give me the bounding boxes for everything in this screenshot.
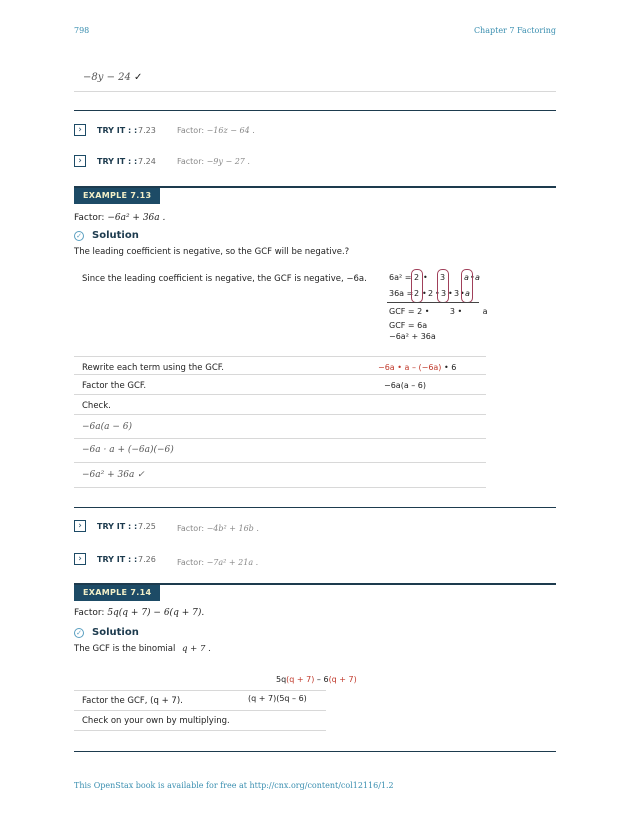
r2-term: •	[435, 289, 440, 298]
footer-text: This OpenStax book is available for free at http://cnx.org/content/col12116/1.2	[74, 781, 394, 790]
problem-expr: 5q(q + 7) − 6(q + 7).	[107, 608, 205, 618]
try-it-prefix: Factor:	[177, 157, 205, 166]
r1-term: 3	[440, 273, 446, 282]
solution-intro: The leading coefficient is negative, so the GCF will be negative.?	[74, 247, 350, 257]
r2-term: 3	[454, 289, 460, 298]
step-expr: (q + 7)(5q – 6)	[248, 694, 307, 703]
expr-part: – 6	[314, 675, 329, 684]
step-text: Rewrite each term using the GCF.	[82, 363, 224, 373]
try-it-label: TRY IT : :	[97, 555, 138, 564]
table-line	[74, 487, 486, 488]
given-expression	[276, 675, 357, 684]
chapter-title: Chapter 7 Factoring	[473, 26, 556, 35]
divider	[74, 751, 556, 752]
step-expr	[378, 363, 456, 372]
step-expr: −6a(a – 6)	[384, 381, 427, 390]
try-it-problem	[177, 157, 250, 166]
example-problem	[74, 608, 204, 618]
r2-term: •	[448, 289, 453, 298]
r2-term: a	[465, 289, 470, 298]
check-line: −6a(a − 6)	[82, 422, 133, 432]
check-line: −6a · a + (−6a)(−6)	[82, 445, 174, 455]
r2-term: 2	[428, 289, 434, 298]
table-line	[74, 438, 486, 439]
step-text: Factor the GCF, (q + 7).	[82, 696, 183, 706]
try-it-prefix: Factor:	[177, 558, 205, 567]
checkmark-icon: ✓	[134, 72, 143, 83]
gcf-row: GCF = 2 • 3 • a	[389, 307, 488, 316]
r1-term: •	[470, 273, 475, 282]
previous-answer-expr: −8y − 24	[83, 72, 131, 83]
divider	[74, 507, 556, 508]
table-line	[74, 356, 486, 357]
common-factor-oval	[437, 269, 449, 303]
divider	[74, 110, 556, 111]
expr-part-red: (q + 7)	[328, 675, 357, 684]
r2-term: •	[460, 289, 465, 298]
check-text: Check.	[82, 401, 111, 411]
common-factor-oval	[461, 269, 473, 303]
intro-expr: q + 7 .	[182, 644, 211, 654]
check-circle-icon: ✓	[74, 231, 84, 241]
try-it-number: 7.26	[138, 555, 156, 564]
try-it-number: 7.25	[138, 522, 156, 531]
example-label: EXAMPLE 7.13	[74, 188, 160, 204]
table-line	[74, 462, 486, 463]
expr-part-red: (q + 7)	[286, 675, 315, 684]
check-line: −6a² + 36a ✓	[82, 470, 145, 480]
step-text: Check on your own by multiplying.	[82, 716, 230, 726]
factor-line	[387, 302, 479, 303]
page-number: 798	[74, 26, 90, 35]
gcf-negative: −6a² + 36a	[389, 332, 436, 341]
problem-prefix: Factor:	[74, 213, 105, 223]
try-it-prefix: Factor:	[177, 524, 205, 533]
solution-intro	[74, 644, 211, 654]
r1-term: •	[423, 273, 428, 282]
gcf-result: GCF = 6a	[389, 321, 428, 330]
example-problem	[74, 213, 165, 223]
try-it-number: 7.24	[138, 157, 156, 166]
row1-left: 6a² =	[389, 273, 412, 282]
solution-heading: Solution	[92, 230, 139, 241]
row2-left: 36a =	[389, 289, 414, 298]
r2-term: 2	[414, 289, 420, 298]
try-it-expr: −9y − 27 .	[206, 157, 250, 166]
try-it-expr: −4b² + 16b .	[206, 524, 259, 533]
table-line	[74, 374, 486, 375]
r1-term: a	[464, 273, 469, 282]
chevron-right-icon[interactable]: ›	[74, 124, 86, 136]
example-label: EXAMPLE 7.14	[74, 585, 160, 601]
try-it-problem	[177, 524, 259, 533]
intro-prefix: The GCF is the binomial	[74, 644, 176, 654]
try-it-number: 7.23	[138, 126, 156, 135]
step-text: Since the leading coefficient is negative, the GCF is negative, −6a.	[82, 274, 367, 284]
r2-term: •	[422, 289, 427, 298]
table-line	[74, 730, 326, 731]
chevron-right-icon[interactable]: ›	[74, 155, 86, 167]
try-it-expr: −7a² + 21a .	[206, 558, 259, 567]
chevron-right-icon[interactable]: ›	[74, 553, 86, 565]
table-line	[74, 414, 486, 415]
problem-expr: −6a² + 36a .	[107, 213, 166, 223]
try-it-expr: −16z − 64 .	[206, 126, 255, 135]
divider	[74, 91, 556, 92]
try-it-label: TRY IT : :	[97, 157, 138, 166]
r1-term: a	[475, 273, 480, 282]
step-expr-black: • 6	[441, 363, 457, 372]
expr-part: 5q	[276, 675, 287, 684]
step-expr-red: −6a • a – (−6a)	[378, 363, 442, 372]
common-factor-oval	[411, 269, 423, 303]
r1-term: 2	[414, 273, 420, 282]
solution-heading: Solution	[92, 627, 139, 638]
chevron-right-icon[interactable]: ›	[74, 520, 86, 532]
try-it-label: TRY IT : :	[97, 522, 138, 531]
previous-answer	[83, 72, 142, 83]
table-line	[74, 690, 326, 691]
problem-prefix: Factor:	[74, 608, 105, 618]
r2-term: 3	[441, 289, 447, 298]
table-line	[74, 394, 486, 395]
try-it-problem	[177, 558, 258, 567]
try-it-prefix: Factor:	[177, 126, 205, 135]
try-it-problem	[177, 126, 255, 135]
try-it-label: TRY IT : :	[97, 126, 138, 135]
step-text: Factor the GCF.	[82, 381, 147, 391]
check-circle-icon: ✓	[74, 628, 84, 638]
table-line	[74, 710, 326, 711]
